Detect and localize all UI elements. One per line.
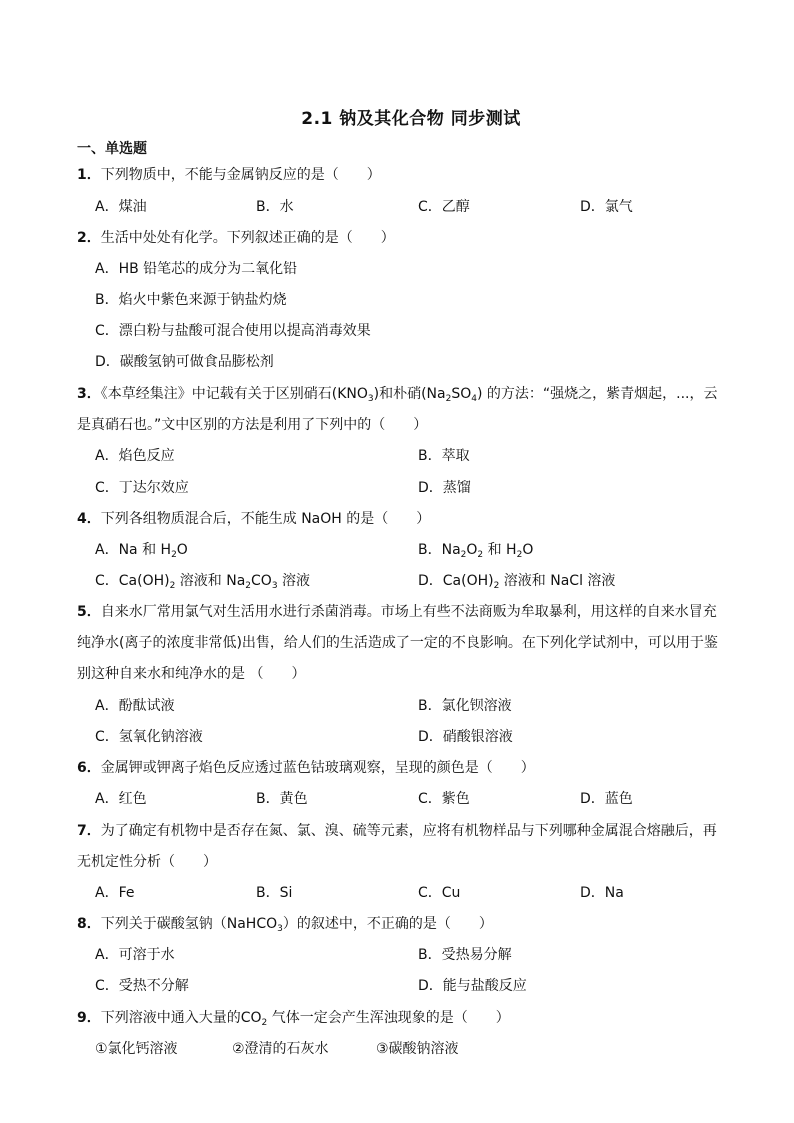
option-b: B．黄色 bbox=[256, 791, 308, 807]
option-c: C．受热不分解 bbox=[95, 978, 189, 994]
question-6-stem: 6．金属钾或钾离子焰色反应透过蓝色钴玻璃观察，呈现的颜色是（ ） bbox=[77, 760, 535, 776]
option-d: D．蒸馏 bbox=[418, 480, 471, 496]
question-number: 9． bbox=[77, 1010, 101, 1026]
option-c: C．漂白粉与盐酸可混合使用以提高消毒效果 bbox=[95, 323, 371, 339]
option-b: B．水 bbox=[256, 199, 294, 215]
option-d: D．硝酸银溶液 bbox=[418, 729, 513, 745]
question-number: 8． bbox=[77, 916, 101, 932]
question-number: 5． bbox=[77, 604, 101, 620]
page-title: 2.1 钠及其化合物 同步测试 bbox=[301, 109, 521, 129]
option-d: D．Na bbox=[580, 885, 624, 901]
option-d: D．$Ca(OH)_2$ 溶液和 NaCl 溶液 bbox=[418, 573, 616, 591]
option-a: A．Fe bbox=[95, 885, 135, 901]
option-c: C．丁达尔效应 bbox=[95, 480, 189, 496]
option-c: C．乙醇 bbox=[418, 199, 470, 215]
option-c: C．氢氧化钠溶液 bbox=[95, 729, 203, 745]
option-a: A．煤油 bbox=[95, 199, 147, 215]
question-2-stem: 2．生活中处处有化学。下列叙述正确的是（ ） bbox=[77, 230, 395, 246]
option-d: D．碳酸氢钠可做食品膨松剂 bbox=[95, 354, 274, 370]
option-d: D．蓝色 bbox=[580, 791, 633, 807]
question-3-stem-continued: 是真硝石也。”文中区别的方法是利用了下列中的（ ） bbox=[77, 417, 428, 433]
question-5-stem: 5．自来水厂常用氯气对生活用水进行杀菌消毒。市场上有些不法商贩为牟取暴利，用这样的自来水冒充 bbox=[77, 604, 717, 620]
option-b: B．萃取 bbox=[418, 448, 470, 464]
question-5-stem-continued: 别这种自来水和纯净水的是 （ ） bbox=[77, 666, 306, 682]
option-d: D．氯气 bbox=[580, 199, 633, 215]
choice-2: ②澄清的石灰水 bbox=[232, 1041, 329, 1057]
option-a: A．红色 bbox=[95, 791, 147, 807]
option-a: A．Na 和 $H_2O$ bbox=[95, 542, 188, 560]
option-b: B．焰火中紫色来源于钠盐灼烧 bbox=[95, 292, 287, 308]
option-b: B．Si bbox=[256, 885, 293, 901]
question-3-stem: 3．《本草经集注》中记载有关于区别硝石$(KNO_3)$和朴硝$(Na_2SO_4)$ 的方法：“强烧之，紫青烟起，...，云 bbox=[77, 386, 718, 404]
option-c: C．$Ca(OH)_2$ 溶液和 $Na_2CO_3$ 溶液 bbox=[95, 573, 311, 591]
question-7-stem-continued: 无机定性分析（ ） bbox=[77, 854, 217, 870]
choice-3: ③碳酸钠溶液 bbox=[376, 1041, 459, 1057]
question-9-stem: 9．下列溶液中通入大量的$CO_2$ 气体一定会产生浑浊现象的是（ ） bbox=[77, 1010, 510, 1028]
option-b: B．受热易分解 bbox=[418, 947, 512, 963]
option-c: C．紫色 bbox=[418, 791, 470, 807]
option-b: B．$Na_2O_2$ 和 $H_2O$ bbox=[418, 542, 534, 560]
choice-1: ①氯化钙溶液 bbox=[95, 1041, 178, 1057]
option-a: A．酚酞试液 bbox=[95, 698, 175, 714]
question-4-stem: 4．下列各组物质混合后，不能生成 NaOH 的是（ ） bbox=[77, 511, 431, 527]
option-c: C．Cu bbox=[418, 885, 461, 901]
question-1-stem: 1．下列物质中，不能与金属钠反应的是（ ） bbox=[77, 167, 381, 183]
option-a: A．HB 铅笔芯的成分为二氧化铅 bbox=[95, 261, 298, 277]
option-a: A．焰色反应 bbox=[95, 448, 175, 464]
question-number: 4． bbox=[77, 511, 101, 527]
question-8-stem: 8．下列关于碳酸氢钠（NaHCO$_3$）的叙述中，不正确的是（ ） bbox=[77, 916, 493, 934]
question-number: 1． bbox=[77, 167, 101, 183]
question-number: 2． bbox=[77, 230, 101, 246]
question-number: 3． bbox=[77, 386, 101, 402]
question-number: 6． bbox=[77, 760, 101, 776]
option-b: B．氯化钡溶液 bbox=[418, 698, 512, 714]
question-number: 7． bbox=[77, 823, 101, 839]
option-d: D．能与盐酸反应 bbox=[418, 978, 527, 994]
question-5-stem-continued: 纯净水(离子的浓度非常低)出售，给人们的生活造成了一定的不良影响。在下列化学试剂中，可以用于鉴 bbox=[77, 635, 718, 651]
question-7-stem: 7．为了确定有机物中是否存在氮、氯、溴、硫等元素，应将有机物样品与下列哪种金属混合熔融后，再 bbox=[77, 823, 717, 839]
option-a: A．可溶于水 bbox=[95, 947, 175, 963]
section-heading: 一、单选题 bbox=[77, 141, 147, 157]
